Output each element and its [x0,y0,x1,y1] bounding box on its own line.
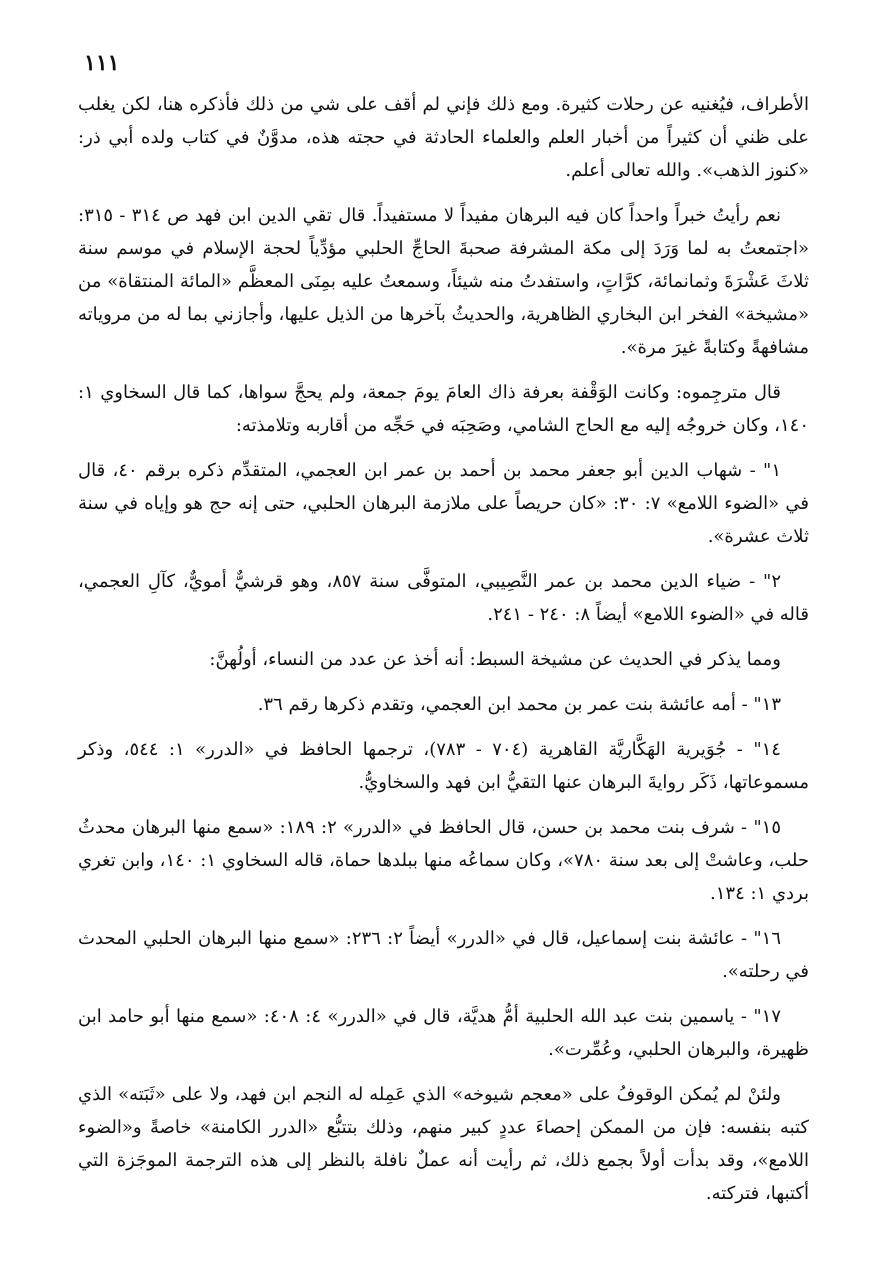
paragraph-women-teachers-intro: ومما يذكر في الحديث عن مشيخة السبط: أنه أخذ عن عدد من النساء، أولُهنَّ: [209,649,781,670]
list-item-teacher-14: ١٤" - جُوَيرية الهَكَّاريَّة القاهرية (٧٠٤ - ٧٨٣)، ترجمها الحافظ في «الدرر» ١: ٥٤٤، وذكر مسموعاتها، ذَكَر روايةَ البرهان عنها التقيُّ ابن فهد والسخاويُّ. [78,739,809,793]
list-item-companion-2: ٢" - ضياء الدين محمد بن عمر النَّصِيبي، المتوفَّى سنة ٨٥٧، وهو قرشيٌّ أمويٌّ، كآلِ العجمي، قاله في «الضوء اللامع» أيضاً ٨: ٢٤٠ - ٢٤١. [78,571,809,625]
paragraph-ibn-fahd-quote: نعم رأيتُ خبراً واحداً كان فيه البرهان مفيداً لا مستفيداً. قال تقي الدين ابن فهد ص ٣١٤ - ٣١٥: «اجتمعتُ به لما وَرَدَ إلى مكة المشرفة صحبةَ الحاجِّ الحلبي مؤدِّياً لحجة الإسلام في موسم سنة ثلاثَ عَشْرَةَ وثمانمائة، كرَّاتٍ، واستفدتُ منه شيئاً، وسمعتُ عليه بمِنَى المعظَّم «المائة المنتقاة» من «مشيخة» الفخر ابن البخاري الظاهرية، والحديثُ بآخرها من الذيل عليها، وأجازني بما له من مروياته مشافهةً وكتابةً غيرَ مرة». [78,205,809,358]
paragraph-closing: ولئنْ لم يُمكن الوقوفُ على «معجم شيوخه» الذي عَمِله له النجم ابن فهد، ولا على «ثَبَته» الذي كتبه بنفسه: فإن من الممكن إحصاءَ عددٍ كبير منهم، وذلك بتتبُّع «الدرر الكامنة» خاصةً و«الضوء اللامع»، وقد بدأت أولاً بجمع ذلك، ثم رأيت أنه عملٌ نافلة بالنظر إلى هذه الترجمة الموجَزة التي أكتبها، فتركته. [78,1084,809,1204]
list-item-teacher-13: ١٣" - أمه عائشة بنت عمر بن محمد ابن العجمي، وتقدم ذكرها رقم ٣٦. [257,694,781,715]
list-item-teacher-16: ١٦" - عائشة بنت إسماعيل، قال في «الدرر» أيضاً ٢: ٢٣٦: «سمع منها البرهان الحلبي المحدث في رحلته». [78,928,809,982]
list-item-teacher-17: ١٧" - ياسمين بنت عبد الله الحلبية أمُّ هديَّة، قال في «الدرر» ٤: ٤٠٨: «سمع منها أبو حامد ابن ظهيرة، والبرهان الحلبي، وعُمِّرت». [78,1006,809,1060]
paragraph-companions-intro: قال مترجِموه: وكانت الوَقْفة بعرفة ذاك العامَ يومَ جمعة، ولم يحجَّ سواها، كما قال السخاوي ١: ١٤٠، وكان خروجُه إليه مع الحاج الشامي، وصَحِبَه في حَجِّه من أقاربه وتلامذته: [78,382,809,436]
page-number: ١١١ [84,50,120,76]
list-item-companion-1: ١" - شهاب الدين أبو جعفر محمد بن أحمد بن عمر ابن العجمي، المتقدِّم ذكره برقم ٤٠، قال في «الضوء اللامع» ٧: ٣٠: «كان حريصاً على ملازمة البرهان الحلبي، حتى إنه حج هو وإياه في سنة ثلاث عشرة». [78,460,809,547]
page-body-text [78,88,809,1222]
paragraph-continuation: الأطراف، فيُغنيه عن رحلات كثيرة. ومع ذلك فإني لم أقف على شي من ذلك فأذكره هنا، لكن يغلب على ظني أن كثيراً من أخبار العلم والعلماء الحادثة في حجته هذه، مدوَّنٌ في كتاب ولده أبي ذر: «كنوز الذهب». والله تعالى أعلم. [78,94,809,181]
list-item-teacher-15: ١٥" - شرف بنت محمد بن حسن، قال الحافظ في «الدرر» ٢: ١٨٩: «سمع منها البرهان محدثُ حلب، وعاشتْ إلى بعد سنة ٧٨٠»، وكان سماعُه منها ببلدها حماة، قاله السخاوي ١: ١٤٠، وابن تغري بردي ١: ١٣٤. [78,817,810,904]
